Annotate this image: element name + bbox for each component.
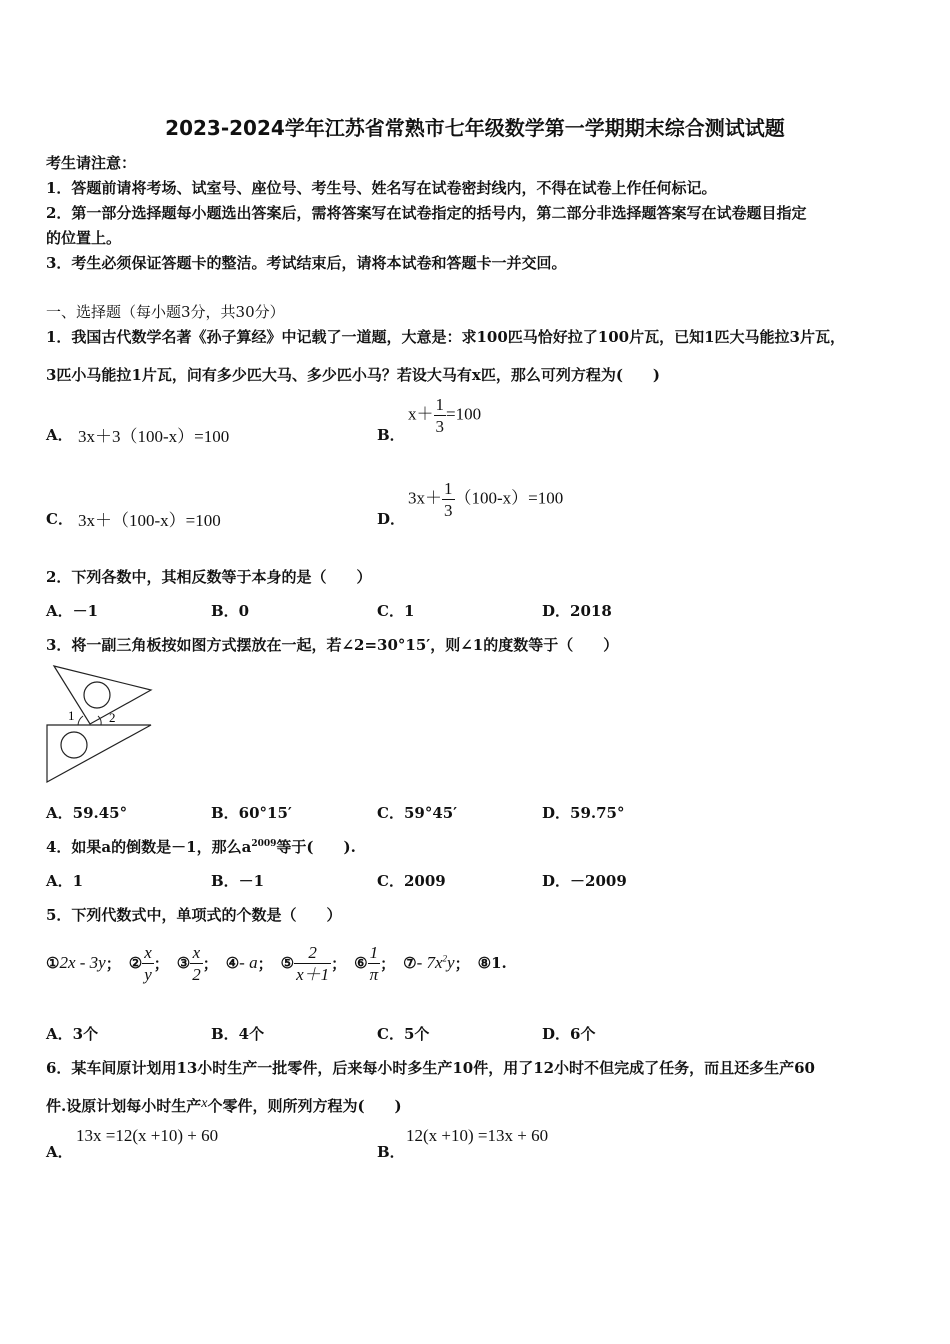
question-1-stem-cont: 3匹小马能拉1片瓦，问有多少匹大马、多少匹小马？若设大马有x匹，那么可列方程为( ) xyxy=(46,366,661,384)
q5-option-a: A．3个 xyxy=(46,1025,99,1043)
q3-option-c: C．59°45′ xyxy=(377,804,458,822)
q6-stem-end: 个零件，则所列方程为( ) xyxy=(207,1097,402,1115)
q5-option-d: D．6个 xyxy=(542,1025,596,1043)
lower-triangle xyxy=(47,725,151,782)
q2-option-a: A．－1 xyxy=(46,602,99,620)
expr-1: 2x - 3y xyxy=(59,953,106,972)
separator: ； xyxy=(380,954,396,973)
expr-7-mark: ⑦ xyxy=(403,954,417,972)
question-2-stem: 2．下列各数中，其相反数等于本身的是（ ） xyxy=(46,568,372,586)
fraction-denominator: 3 xyxy=(435,417,444,436)
notice-item: 3．考生必须保证答题卡的整洁。考试结束后，请将本试卷和答题卡一并交回。 xyxy=(46,254,567,272)
q1-option-a-label: A． xyxy=(46,426,73,444)
fraction-denominator: 3 xyxy=(444,501,453,520)
q2-option-d: D．2018 xyxy=(542,602,612,620)
angle-2-arc xyxy=(98,716,101,725)
q1-option-c: 3x＋（100-x）=100 xyxy=(78,511,221,530)
angle-2-label: 2 xyxy=(109,710,116,725)
q6-option-b: 12(x +10) =13x + 60 xyxy=(406,1126,549,1145)
expr-4-mark: ④ xyxy=(225,954,240,972)
q1-d-suffix: （100-x）=100 xyxy=(454,488,564,508)
fraction-numerator: x xyxy=(144,942,152,962)
q1-b-prefix: x＋ xyxy=(408,404,434,424)
expr-2-mark: ② xyxy=(128,954,143,972)
q6-option-a-label: A． xyxy=(46,1143,73,1161)
q5-option-c: C．5个 xyxy=(377,1025,430,1043)
fraction-denominator: x＋1 xyxy=(296,964,330,984)
expr-8-mark: ⑧ xyxy=(477,954,492,972)
question-5-stem: 5．下列代数式中，单项式的个数是（ ） xyxy=(46,906,342,924)
q1-b-fraction xyxy=(434,396,447,435)
separator: ； xyxy=(257,954,273,973)
q6-option-a: 13x =12(x +10) + 60 xyxy=(76,1126,219,1145)
fraction-numerator: 1 xyxy=(435,395,444,414)
q6-stem-text: 件.设原计划每小时生产 xyxy=(46,1097,202,1115)
q4-option-c: C．2009 xyxy=(377,872,446,890)
question-4-stem xyxy=(46,836,356,857)
q4-stem-text: 4．如果a的倒数是－1，那么a xyxy=(46,838,252,856)
section-heading: 一、选择题（每小题3分，共30分） xyxy=(46,303,285,321)
fraction-denominator: π xyxy=(369,964,379,984)
q1-option-b xyxy=(408,396,481,435)
q5-expression-list xyxy=(46,938,507,988)
q3-option-a: A．59.45° xyxy=(46,804,128,822)
fraction-numerator: 1 xyxy=(368,944,381,964)
expr-6 xyxy=(368,944,381,983)
q6-option-b-label: B． xyxy=(377,1143,405,1161)
triangle-set-figure xyxy=(44,662,156,786)
expr-7-exponent: 2 xyxy=(442,953,448,964)
expr-8: 1. xyxy=(491,954,507,972)
expr-7 xyxy=(417,953,455,973)
q2-option-c: C．1 xyxy=(377,602,415,620)
fraction-numerator: 1 xyxy=(444,479,453,498)
q6-variable: x xyxy=(201,1096,208,1111)
separator: ； xyxy=(202,954,218,973)
separator: ； xyxy=(153,954,169,973)
q4-option-d: D．－2009 xyxy=(542,872,627,890)
separator: ； xyxy=(105,954,121,973)
separator: ； xyxy=(454,954,470,973)
q1-b-suffix: =100 xyxy=(446,404,482,424)
question-3-stem: 3．将一副三角板按如图方式摆放在一起，若∠2=30°15′，则∠1的度数等于（ ） xyxy=(46,636,619,654)
question-6-stem-cont xyxy=(46,1095,402,1116)
q4-option-a: A．1 xyxy=(46,872,84,890)
fraction-denominator: y xyxy=(144,964,152,984)
q4-exponent: 2009 xyxy=(251,839,277,849)
notice-item: 2．第一部分选择题每小题选出答案后，需将答案写在试卷指定的括号内，第二部分非选择题答案写在试卷题目指定 xyxy=(46,204,807,222)
q3-option-d: D．59.75° xyxy=(542,804,625,822)
q1-option-b-label: B． xyxy=(377,426,405,444)
expr-7-var: y xyxy=(447,953,455,972)
fraction-numerator: x xyxy=(190,944,203,964)
expr-5-mark: ⑤ xyxy=(280,954,295,972)
q1-option-d xyxy=(408,480,563,519)
q1-option-c-label: C． xyxy=(46,510,73,528)
expr-4: - a xyxy=(239,953,258,972)
expr-7-base: - 7x xyxy=(416,953,443,972)
q1-option-d-label: D． xyxy=(377,510,406,528)
q4-option-b: B．－1 xyxy=(211,872,265,890)
q5-option-b: B．4个 xyxy=(211,1025,265,1043)
expr-3 xyxy=(190,944,203,983)
q2-option-b: B．0 xyxy=(211,602,250,620)
expr-6-mark: ⑥ xyxy=(354,954,368,972)
expr-1-mark: ① xyxy=(46,954,60,972)
upper-triangle-hole xyxy=(84,682,110,708)
q3-option-b: B．60°15′ xyxy=(211,804,292,822)
question-6-stem: 6．某车间原计划用13小时生产一批零件，后来每小时多生产10件，用了12小时不但完成了任务，而且还多生产60 xyxy=(46,1059,815,1077)
q4-stem-end: 等于( ). xyxy=(276,838,356,856)
notice-item: 的位置上。 xyxy=(46,229,122,247)
page-title: 2023-2024学年江苏省常熟市七年级数学第一学期期末综合测试试题 xyxy=(165,116,785,140)
q1-d-prefix: 3x＋ xyxy=(408,488,442,508)
expr-5 xyxy=(294,944,331,983)
lower-triangle-hole xyxy=(61,732,87,758)
fraction-numerator: 2 xyxy=(294,944,331,964)
expr-2 xyxy=(142,944,154,983)
angle-1-arc xyxy=(78,716,83,725)
expr-3-mark: ③ xyxy=(176,954,191,972)
q1-d-fraction xyxy=(442,480,455,519)
fraction-denominator: 2 xyxy=(192,964,201,984)
question-1-stem: 1．我国古代数学名著《孙子算经》中记载了一道题，大意是：求100匹马恰好拉了100片瓦，已知1匹大马能拉3片瓦， xyxy=(46,328,845,346)
angle-1-label: 1 xyxy=(68,708,75,723)
notice-header: 考生请注意： xyxy=(46,154,137,172)
separator: ； xyxy=(331,954,347,973)
notice-item: 1．答题前请将考场、试室号、座位号、考生号、姓名写在试卷密封线内，不得在试卷上作任何标记。 xyxy=(46,179,717,197)
q1-option-a: 3x＋3（100-x）=100 xyxy=(78,427,230,446)
